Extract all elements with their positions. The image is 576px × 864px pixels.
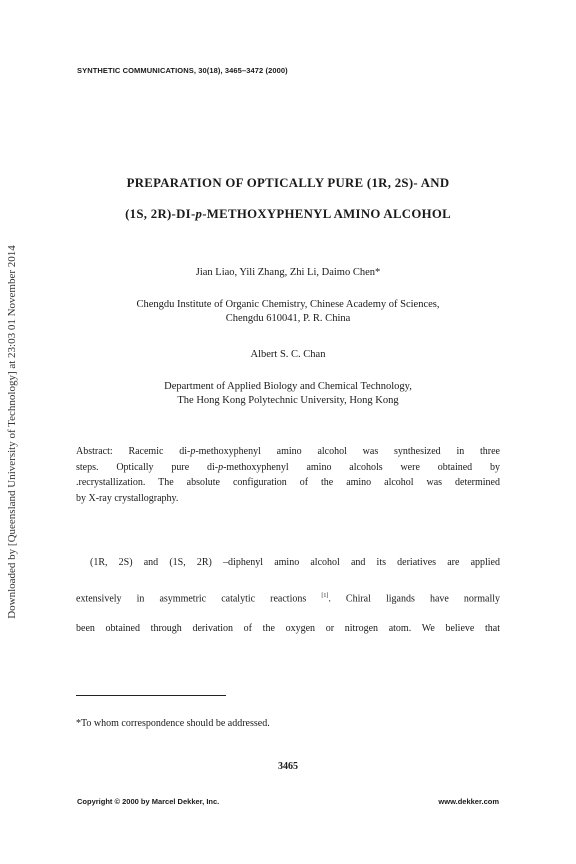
affiliation-1 — [70, 298, 506, 326]
affiliation-2-line-2: The Hong Kong Polytechnic University, Hong Kong — [177, 395, 399, 406]
title-part: -METHOXYPHENYL AMINO ALCOHOL — [202, 207, 451, 221]
body-text: . Chiral ligands have normally — [328, 593, 500, 605]
abstract-text: -methoxyphenyl amino alcohols were obtained by — [223, 461, 500, 473]
copyright-notice: Copyright © 2000 by Marcel Dekker, Inc. — [77, 797, 220, 806]
abstract-text: steps. Optically pure di- — [76, 461, 219, 473]
page-number: 3465 — [278, 761, 298, 772]
download-watermark-text: Downloaded by [Queensland University of Technology] at 23:03 01 November 2014 — [6, 245, 18, 619]
abstract-line — [76, 460, 500, 476]
body-paragraph — [76, 556, 500, 655]
affiliation-1-line-1: Chengdu Institute of Organic Chemistry, Chinese Academy of Sciences, — [136, 299, 440, 310]
body-line: been obtained through derivation of the oxygen or nitrogen atom. We believe that — [76, 623, 500, 634]
affiliation-1-line-2: Chengdu 610041, P. R. China — [225, 313, 351, 324]
abstract-line: by X-ray crystallography. — [76, 492, 179, 504]
abstract-line — [76, 444, 500, 460]
article-title-line-2 — [70, 207, 506, 222]
title-part: (1S, 2R)-DI- — [125, 207, 196, 221]
abstract — [76, 444, 500, 506]
abstract-italic: p — [218, 461, 224, 473]
abstract-line: .recrystallization. The absolute configuration of the amino alcohol was determined — [76, 477, 500, 489]
affiliation-2 — [70, 380, 506, 408]
author-list: Jian Liao, Yili Zhang, Zhi Li, Daimo Chen* — [195, 267, 381, 278]
title-italic-p: p — [195, 207, 203, 221]
abstract-italic: p — [190, 446, 196, 457]
journal-header: SYNTHETIC COMMUNICATIONS, 30(18), 3465–3472 (2000) — [77, 66, 288, 75]
affiliation-2-line-1: Department of Applied Biology and Chemical Technology, — [164, 381, 412, 392]
second-author: Albert S. C. Chan — [250, 349, 326, 360]
body-text: extensively in asymmetric catalytic reactions — [76, 593, 322, 605]
publisher-website: www.dekker.com — [438, 797, 499, 806]
abstract-text: -methoxyphenyl amino alcohol was synthesized in three — [195, 446, 500, 457]
footnote: *To whom correspondence should be addressed. — [76, 718, 270, 729]
footnote-divider — [76, 695, 226, 696]
citation-ref: [1] — [321, 593, 329, 599]
body-line: (1R, 2S) and (1S, 2R) –diphenyl amino alcohol and its deriatives are applied — [90, 557, 500, 568]
body-line — [76, 589, 500, 622]
abstract-text: Abstract: Racemic di- — [76, 446, 191, 457]
article-title-line-1: PREPARATION OF OPTICALLY PURE (1R, 2S)- AND — [126, 176, 450, 190]
